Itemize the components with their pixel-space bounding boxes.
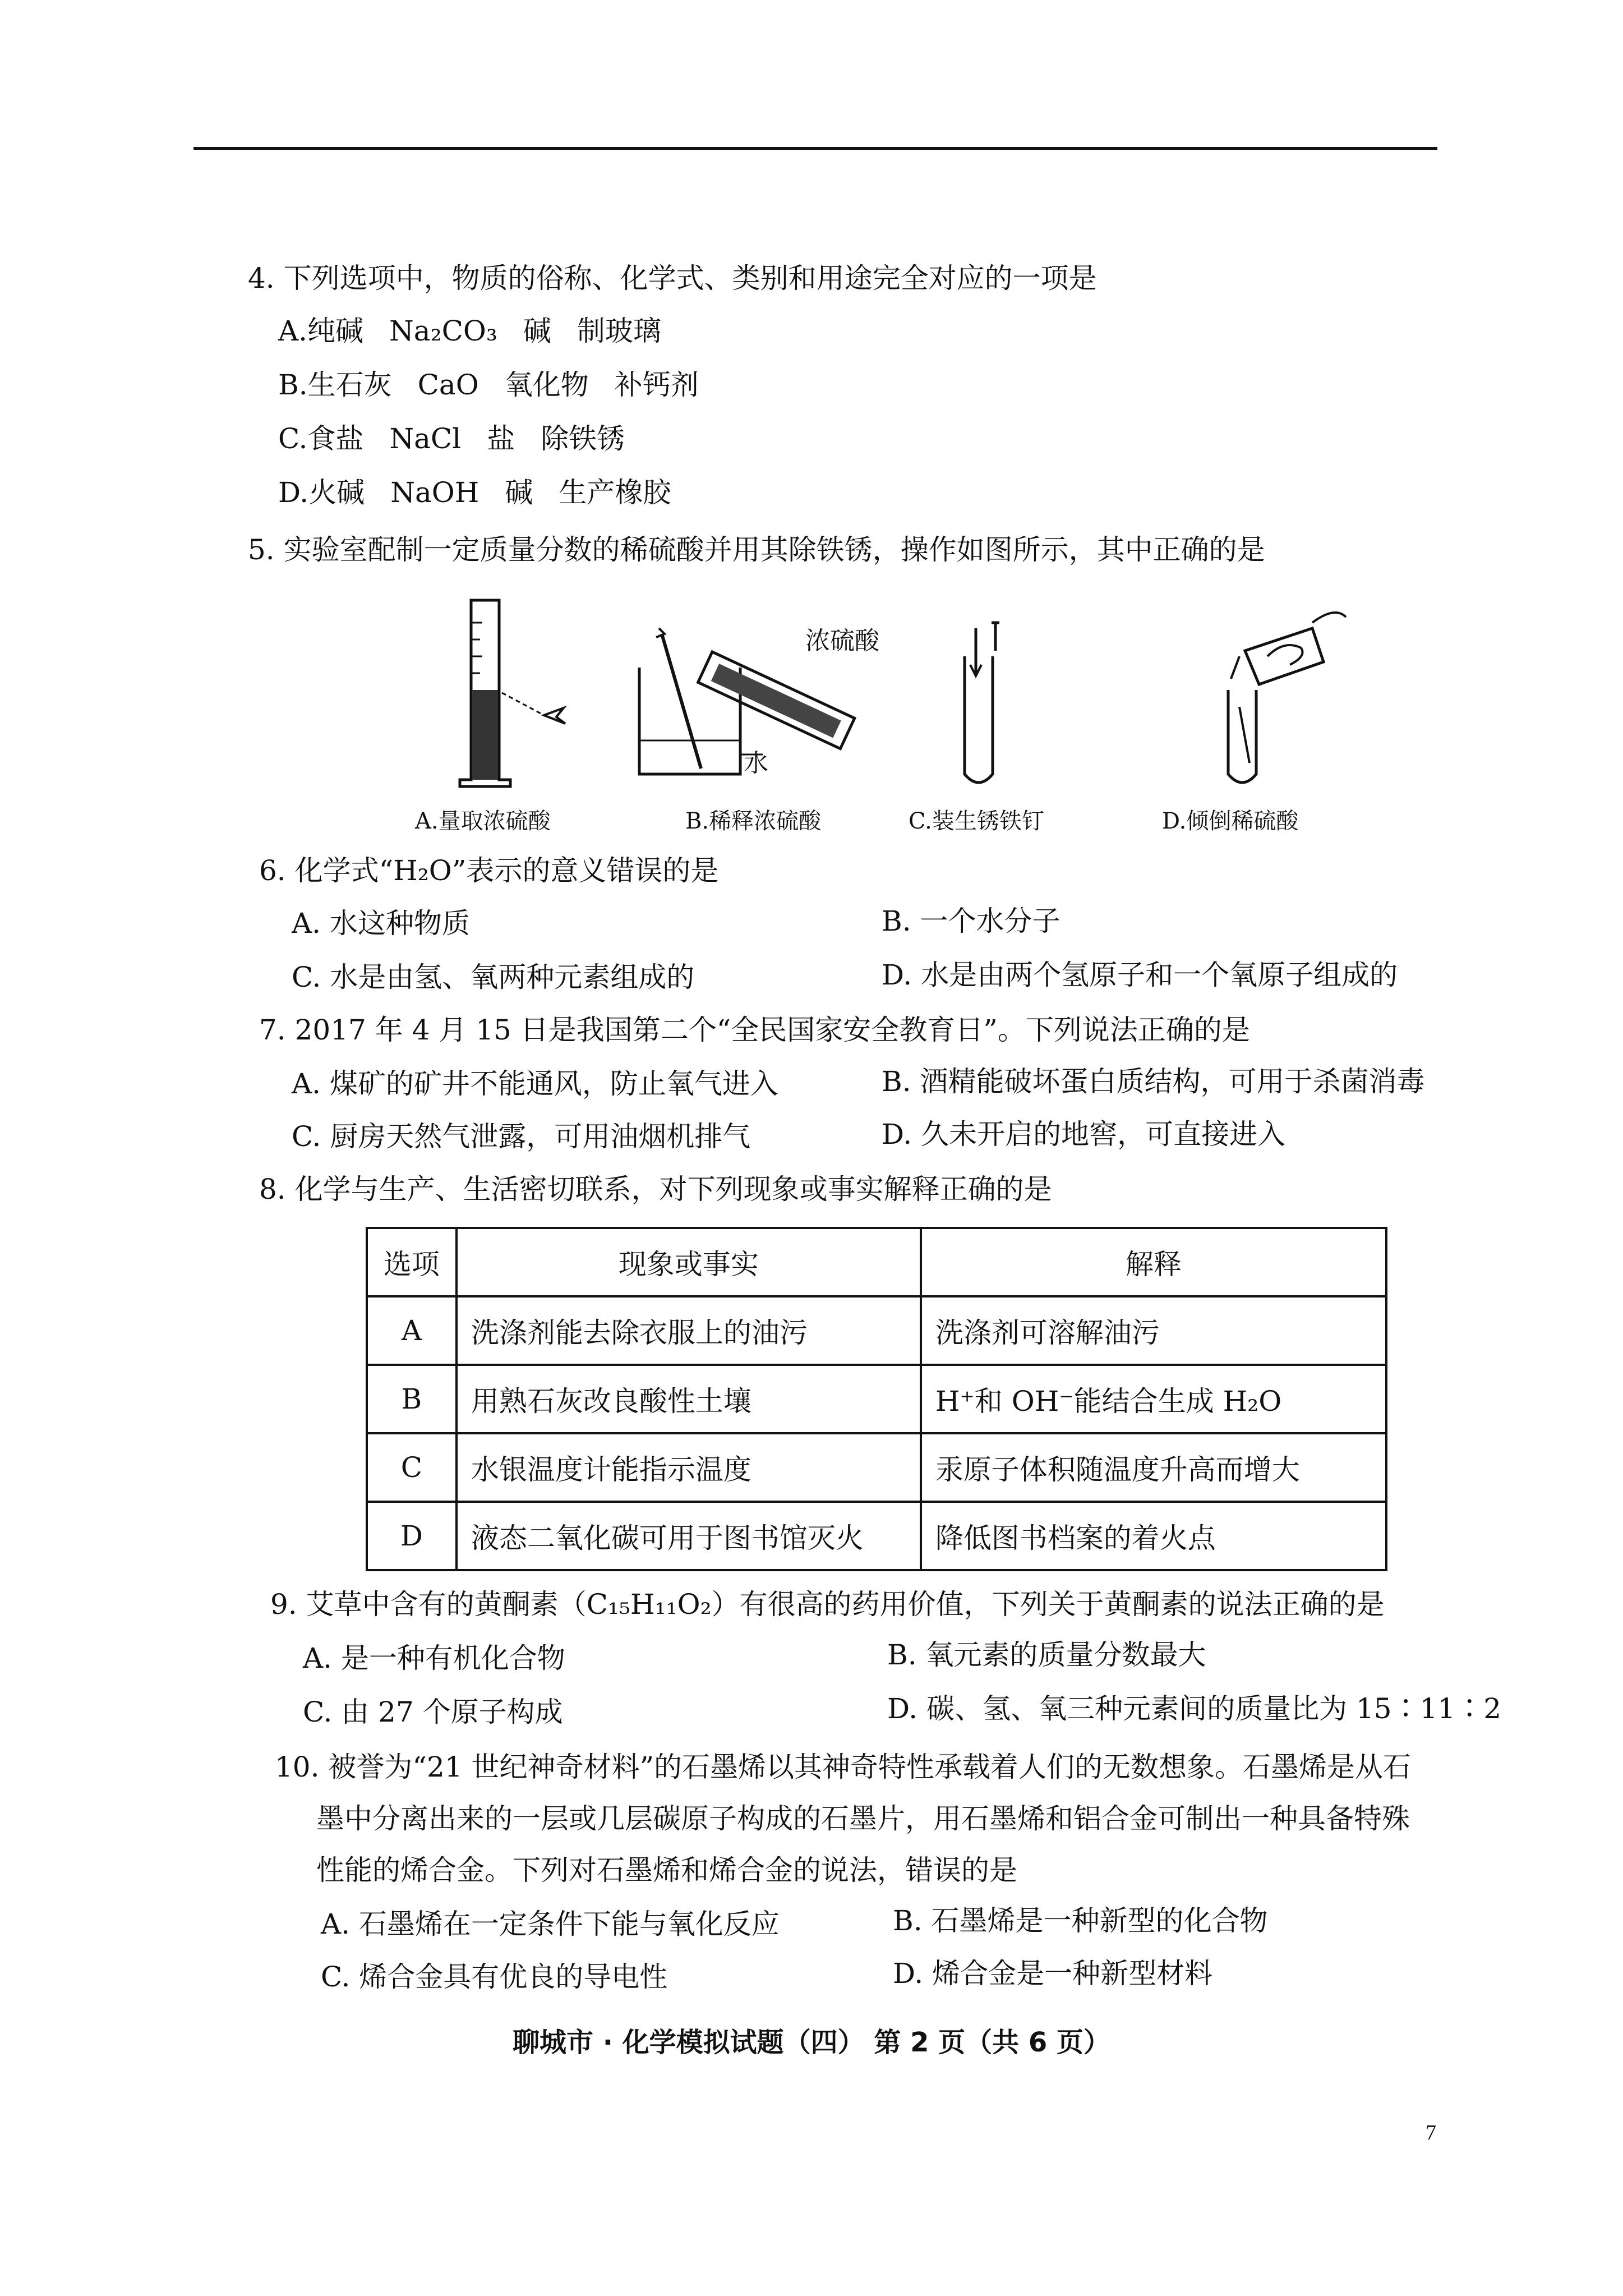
row-phenomenon: 水银温度计能指示温度 [457, 1433, 921, 1502]
table-row [367, 1433, 1386, 1502]
q6-option-b: B. 一个水分子 [882, 905, 1061, 937]
header-option: 选项 [367, 1228, 457, 1296]
q4-option-a: A.纯碱 Na₂CO₃ 碱 制玻璃 [278, 315, 661, 347]
header-explanation: 解释 [921, 1228, 1386, 1296]
q4-option-d: D.火碱 NaOH 碱 生产橡胶 [278, 476, 671, 509]
q9-option-a: A. 是一种有机化合物 [303, 1642, 565, 1674]
q10-line-2: 墨中分离出来的一层或几层碳原子构成的石墨片，用石墨烯和铝合金可制出一种具备特殊 [316, 1802, 1410, 1835]
q10-line-1: 10. 被誉为“21 世纪神奇材料”的石墨烯以其神奇特性承载着人们的无数想象。石墨烯是从石 [275, 1751, 1412, 1783]
q6-option-a: A. 水这种物质 [292, 907, 470, 940]
row-explanation: 洗涤剂可溶解油污 [921, 1296, 1386, 1365]
table-header-row [367, 1228, 1386, 1296]
row-explanation: 降低图书档案的着火点 [921, 1502, 1386, 1570]
row-phenomenon: 洗涤剂能去除衣服上的油污 [457, 1296, 921, 1365]
figure-c-test-tube [948, 617, 1015, 797]
page-footer: 聊城市 · 化学模拟试题（四） 第 2 页（共 6 页） [512, 2027, 1110, 2058]
table-row [367, 1502, 1386, 1570]
row-key: B [367, 1365, 457, 1433]
q9-stem: 9. 艾草中含有的黄酮素（C₁₅H₁₁O₂）有很高的药用价值，下列关于黄酮素的说法正确的是 [270, 1588, 1385, 1621]
q8-stem: 8. 化学与生产、生活密切联系，对下列现象或事实解释正确的是 [259, 1173, 1052, 1205]
q7-option-a: A. 煤矿的矿井不能通风，防止氧气进入 [292, 1068, 778, 1100]
row-explanation: 汞原子体积随温度升高而增大 [921, 1433, 1386, 1502]
row-key: A [367, 1296, 457, 1365]
label-concentrated-acid: 浓硫酸 [805, 627, 879, 655]
page-number: 7 [1426, 2121, 1436, 2145]
caption-b: B.稀释浓硫酸 [685, 808, 822, 834]
row-explanation: H⁺和 OH⁻能结合生成 H₂O [921, 1365, 1386, 1433]
figure-d-pouring [1206, 595, 1352, 797]
top-rule [193, 147, 1437, 150]
q6-option-c: C. 水是由氢、氧两种元素组成的 [292, 961, 695, 993]
row-phenomenon: 用熟石灰改良酸性土壤 [457, 1365, 921, 1433]
q9-option-d: D. 碳、氢、氧三种元素间的质量比为 15∶11∶2 [887, 1692, 1502, 1725]
q10-option-d: D. 烯合金是一种新型材料 [893, 1957, 1213, 1990]
q10-option-c: C. 烯合金具有优良的导电性 [321, 1961, 668, 1993]
q10-line-3: 性能的烯合金。下列对石墨烯和烯合金的说法，错误的是 [316, 1854, 1017, 1887]
table-row [367, 1296, 1386, 1365]
row-key: C [367, 1433, 457, 1502]
q7-option-c: C. 厨房天然气泄露，可用油烟机排气 [292, 1120, 751, 1153]
caption-c: C.装生锈铁钉 [909, 808, 1044, 834]
row-phenomenon: 液态二氧化碳可用于图书馆灭火 [457, 1502, 921, 1570]
q6-option-d: D. 水是由两个氢原子和一个氧原子组成的 [882, 959, 1398, 991]
q9-option-c: C. 由 27 个原子构成 [303, 1696, 563, 1728]
q4-option-b: B.生石灰 CaO 氧化物 补钙剂 [278, 369, 699, 401]
q4-option-c: C.食盐 NaCl 盐 除铁锈 [278, 422, 625, 455]
header-phenomenon: 现象或事实 [457, 1228, 921, 1296]
q7-option-d: D. 久未开启的地窖，可直接进入 [882, 1118, 1286, 1151]
label-water: 水 [744, 749, 768, 777]
q10-option-a: A. 石墨烯在一定条件下能与氧化反应 [321, 1908, 780, 1940]
table-row [367, 1365, 1386, 1433]
q6-stem: 6. 化学式“H₂O”表示的意义错误的是 [259, 854, 719, 887]
q9-option-b: B. 氧元素的质量分数最大 [887, 1639, 1206, 1671]
q10-option-b: B. 石墨烯是一种新型的化合物 [893, 1904, 1268, 1937]
q7-stem: 7. 2017 年 4 月 15 日是我国第二个“全民国家安全教育日”。下列说法正确的是 [259, 1014, 1250, 1046]
q7-option-b: B. 酒精能破坏蛋白质结构，可用于杀菌消毒 [882, 1065, 1425, 1098]
figure-a-measuring-cylinder [437, 589, 594, 797]
q4-stem: 4. 下列选项中，物质的俗称、化学式、类别和用途完全对应的一项是 [248, 262, 1097, 295]
q8-table [366, 1227, 1387, 1571]
caption-a: A.量取浓硫酸 [415, 808, 551, 834]
caption-d: D.倾倒稀硫酸 [1162, 808, 1299, 834]
row-key: D [367, 1502, 457, 1570]
q5-stem: 5. 实验室配制一定质量分数的稀硫酸并用其除铁锈，操作如图所示，其中正确的是 [248, 533, 1265, 566]
